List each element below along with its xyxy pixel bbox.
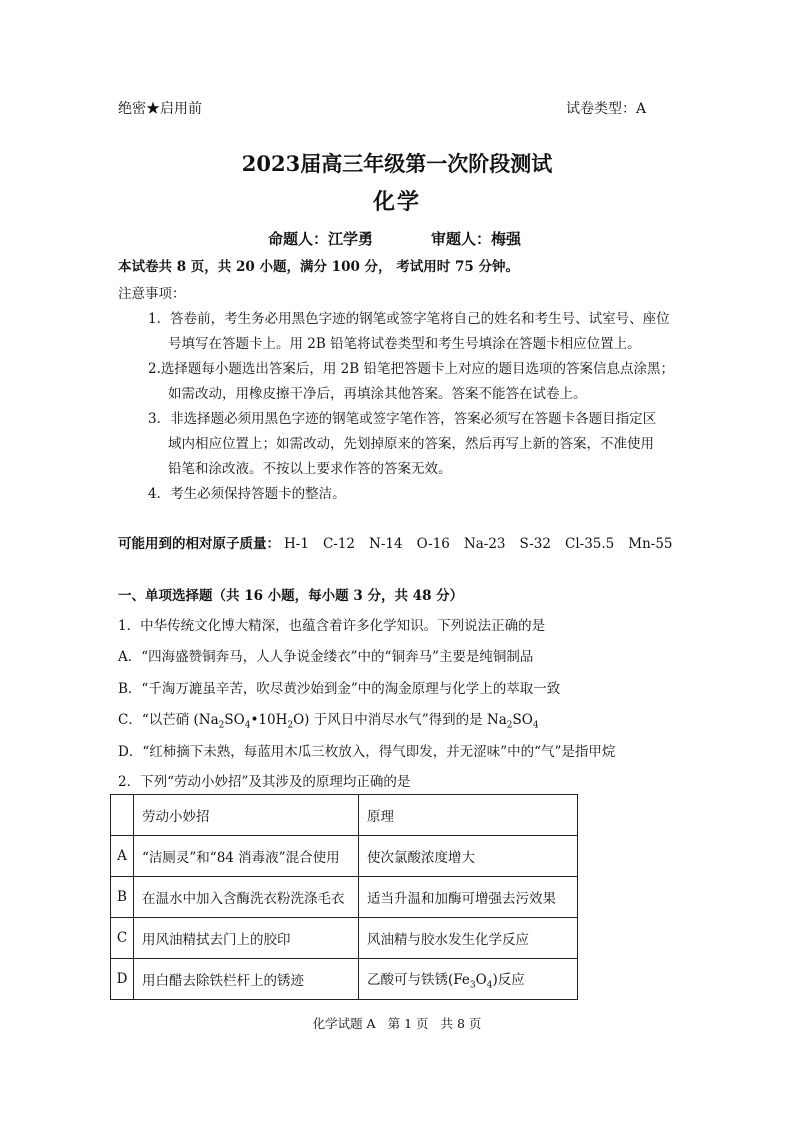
principle-text: 乙酸可与铁锈(Fe [367, 971, 470, 988]
exam-summary: 本试卷共 8 页，共 20 小题，满分 100 分， 考试用时 75 分钟。 [118, 259, 519, 275]
page-footer [0, 1014, 794, 1032]
subscript: 4 [486, 980, 493, 991]
subject-title: 化学 [372, 189, 421, 215]
subscript: 3 [469, 980, 476, 991]
question-2-stem: 2．下列“劳动小妙招”及其涉及的原理均正确的是 [118, 774, 411, 790]
option-text: SO [224, 712, 245, 728]
subscript: 4 [532, 720, 539, 731]
notice-line: 1．答卷前，考生务必用黑色字迹的钢笔或签字笔将自己的姓名和考生号、试室号、座位 [148, 311, 670, 327]
footer-total-pages: 共 8 页 [440, 1016, 482, 1031]
principle-text: O [475, 971, 487, 988]
notice-line: 3．非选择题必须用黑色字迹的钢笔或签字笔作答，答案必须写在答题卡各题目指定区 [148, 411, 657, 427]
subscript: 2 [287, 720, 294, 731]
atomic-mass-item: Na-23 [463, 536, 506, 552]
atomic-mass-item: Cl-35.5 [564, 536, 615, 552]
option-letter: B [111, 877, 134, 918]
option-text: O) 于风日中消尽水气”得到的是 Na [293, 712, 507, 728]
confidential-label: 绝密★启用前 [118, 101, 202, 117]
option-letter: D [111, 959, 134, 1000]
subscript: 2 [218, 720, 225, 731]
paper-type-label: 试卷类型：A [566, 101, 647, 117]
tip-cell: 用风油精拭去门上的胶印 [134, 918, 359, 959]
atomic-mass-line [118, 532, 687, 552]
option-text: SO [512, 712, 533, 728]
notice-line: 域内相应位置上；如需改动，先划掉原来的答案，然后再写上新的答案，不准使用 [168, 436, 654, 452]
table-row [111, 959, 578, 1000]
option-text: •10H [250, 712, 288, 728]
subscript: 2 [506, 720, 513, 731]
atomic-mass-item: C-12 [322, 536, 356, 552]
question-1-option-c [118, 708, 539, 731]
atomic-mass-item: N-14 [369, 536, 403, 552]
question-1-option-b: B．“千淘万漉虽辛苦，吹尽黄沙始到金”中的淘金原理与化学上的萃取一致 [118, 681, 561, 697]
footer-page-number: 第 1 页 [387, 1016, 429, 1031]
authors-line [268, 228, 521, 249]
table-header-row [111, 795, 578, 836]
tip-cell: “洁厕灵”和“84 消毒液”混合使用 [134, 836, 359, 877]
subscript: 4 [244, 720, 251, 731]
notice-line: 如需改动，用橡皮擦干净后，再填涂其他答案。答案不能答在试卷上。 [168, 386, 587, 402]
principle-cell [359, 959, 578, 1000]
notice-heading: 注意事项： [118, 286, 186, 302]
atomic-mass-item: Mn-55 [628, 536, 673, 552]
table-row [111, 918, 578, 959]
notice-line: 铅笔和涂改液。不按以上要求作答的答案无效。 [168, 461, 452, 477]
table-header-cell: 劳动小妙招 [134, 795, 359, 836]
table-row [111, 836, 578, 877]
tip-cell: 用白醋去除铁栏杆上的锈迹 [134, 959, 359, 1000]
atomic-mass-item: H-1 [284, 536, 309, 552]
question-1-stem: 1．中华传统文化博大精深，也蕴含着许多化学知识。下列说法正确的是 [118, 618, 546, 634]
exam-title: 2023届高三年级第一次阶段测试 [241, 151, 553, 176]
atomic-mass-label: 可能用到的相对原子质量： [118, 536, 280, 552]
notice-line: 4．考生必须保持答题卡的整洁。 [148, 486, 346, 502]
option-text: C．“以芒硝 (Na [118, 712, 219, 728]
option-letter: A [111, 836, 134, 877]
setter-name: 命题人：江学勇 [268, 230, 374, 248]
option-letter: C [111, 918, 134, 959]
table-header-cell [111, 795, 134, 836]
reviewer-name: 审题人：梅强 [431, 230, 522, 248]
table-header-cell: 原理 [359, 795, 578, 836]
notice-line: 2.选择题每小题选出答案后，用 2B 铅笔把答题卡上对应的题目选项的答案信息点涂黑； [148, 361, 674, 377]
principle-cell: 风油精与胶水发生化学反应 [359, 918, 578, 959]
atomic-mass-item: S-32 [519, 536, 551, 552]
footer-paper-name: 化学试题 A [312, 1016, 376, 1031]
table-row [111, 877, 578, 918]
notice-line: 号填写在答题卡上。用 2B 铅笔将试卷类型和考生号填涂在答题卡相应位置上。 [168, 336, 641, 352]
atomic-mass-item: O-16 [416, 536, 450, 552]
section-heading: 一、单项选择题（共 16 小题，每小题 3 分，共 48 分） [118, 588, 464, 604]
question-2-table [110, 794, 578, 1000]
question-1-option-d: D．“红柿摘下未熟，每蓝用木瓜三枚放入，得气即发，并无涩味”中的“气”是指甲烷 [118, 744, 616, 760]
principle-text: )反应 [492, 971, 525, 988]
tip-cell: 在温水中加入含酶洗衣粉洗涤毛衣 [134, 877, 359, 918]
principle-cell: 适当升温和加酶可增强去污效果 [359, 877, 578, 918]
question-1-option-a: A．“四海盛赞铜奔马，人人争说金缕衣”中的“铜奔马”主要是纯铜制品 [118, 649, 534, 665]
principle-cell: 使次氯酸浓度增大 [359, 836, 578, 877]
